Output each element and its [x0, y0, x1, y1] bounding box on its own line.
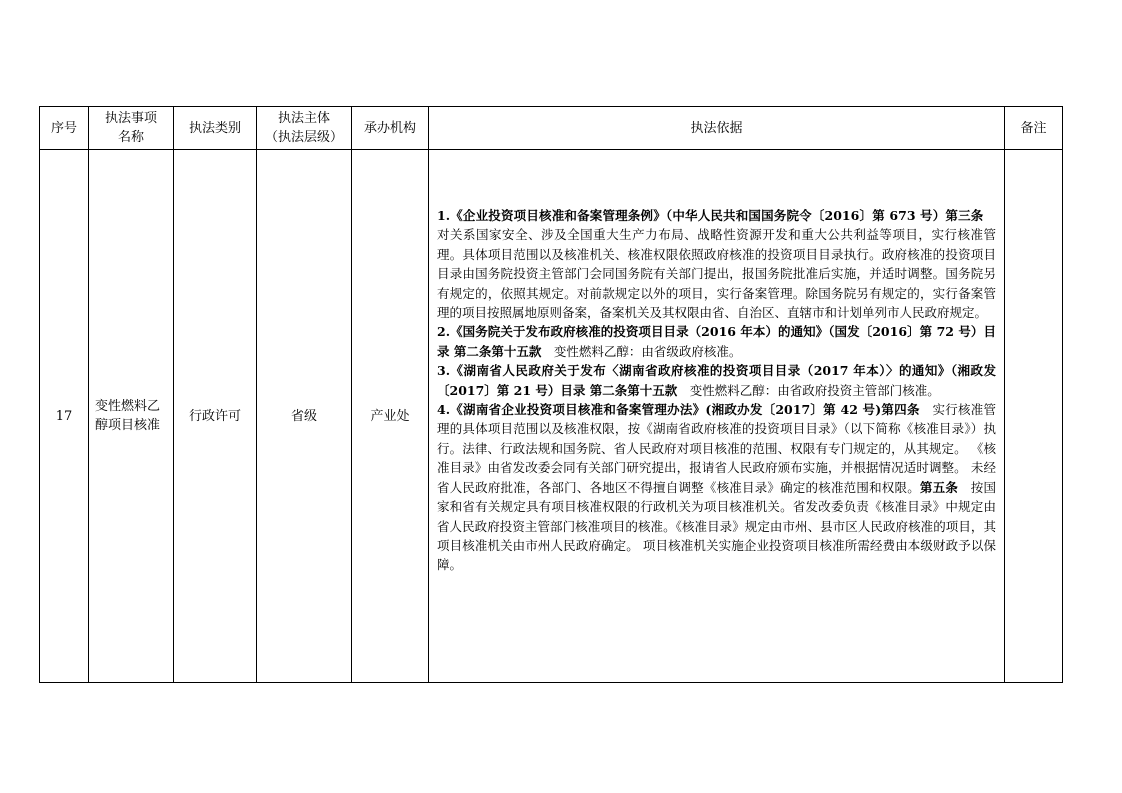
basis-item-3-title: 3.《湖南省人民政府关于发布〈湖南省政府核准的投资项目目录（2017 年本）〉的通知》（湘政发〔2017〕第 21 号）目录 第二条第十五款 — [437, 363, 996, 398]
basis-item-2-text: 变性燃料乙醇：由省级政府核准。 — [541, 343, 742, 359]
cell-category: 行政许可 — [174, 150, 257, 683]
header-subject — [257, 107, 352, 150]
basis-item-4-text-2: 按国家和省有关规定具有项目核准权限的行政机关为项目核准机关。省发改委负责《核准目录》中规定由省人民政府投资主管部门核准项目的核准。《核准目录》规定由市州、县市区人民政府核准的项目，其项目核准机关由市州人民政府确定。 项目核准机关实施企业投资项目核准所需经费由本级财政予以保障。 — [437, 479, 996, 573]
cell-seq: 17 — [40, 150, 89, 683]
basis-item-3-text: 变性燃料乙醇：由省政府投资主管部门核准。 — [677, 382, 940, 398]
basis-item-1-text: 对关系国家安全、涉及全国重大生产力布局、战略性资源开发和重大公共利益等项目，实行核准管理。具体项目范围以及核准机关、核准权限依照政府核准的投资项目目录执行。政府核准的投资项目目录由国务院投资主管部门会同国务院有关部门提出，报国务院批准后实施，并适时调整。国务院另有规定的，依照其规定。对前款规定以外的项目，实行备案管理。除国务院另有规定的，实行备案管理的项目按照属地原则备案，备案机关及其权限由省、自治区、直辖市和计划单列市人民政府规定。 — [437, 208, 996, 321]
header-subject-line2: （执法层级） — [264, 130, 343, 145]
cell-remark — [1005, 150, 1063, 683]
cell-subject: 省级 — [257, 150, 352, 683]
header-basis: 执法依据 — [429, 107, 1005, 150]
header-name: 执法事项名称 — [89, 107, 174, 150]
cell-agency: 产业处 — [352, 150, 429, 683]
header-subject-line1: 执法主体 — [277, 111, 330, 126]
basis-item-1-title: 1.《企业投资项目核准和备案管理条例》（中华人民共和国国务院令〔2016〕第 673 号）第三条 — [437, 208, 984, 223]
basis-item-3 — [437, 361, 996, 400]
basis-item-4-title-2: 第五条 — [919, 479, 959, 495]
basis-item-2 — [437, 322, 996, 361]
enforcement-table — [39, 106, 1063, 683]
header-agency: 承办机构 — [352, 107, 429, 150]
table-row — [40, 150, 1063, 683]
cell-name: 变性燃料乙醇项目核准 — [89, 150, 174, 683]
header-row — [40, 107, 1063, 150]
basis-item-4-text: 实行核准管理的具体项目范围以及核准权限，按《湖南省政府核准的投资项目目录》（以下简称《核准目录》）执行。法律、行政法规和国务院、省人民政府对项目核准的范围、权限有专门规定的，从其规定。 《核准目录》由省发改委会同有关部门研究提出，报请省人民政府颁布实施，并根据情况适时调整。 未经省人民政府批准，各部门、各地区不得擅自调整《核准目录》确定的核准范围和权限。 — [437, 402, 996, 495]
basis-item-2-title: 2.《国务院关于发布政府核准的投资项目目录（2016 年本）的通知》（国发〔2016〕第 72 号）目录 第二条第十五款 — [437, 324, 996, 359]
header-remark: 备注 — [1005, 107, 1063, 150]
cell-basis — [429, 150, 1005, 683]
basis-item-4 — [437, 400, 996, 575]
basis-item-1 — [437, 206, 996, 322]
header-seq: 序号 — [40, 107, 89, 150]
header-category: 执法类别 — [174, 107, 257, 150]
basis-item-4-title: 4.《湖南省企业投资项目核准和备案管理办法》(湘政办发〔2017〕第 42 号)第四条 — [437, 402, 920, 418]
